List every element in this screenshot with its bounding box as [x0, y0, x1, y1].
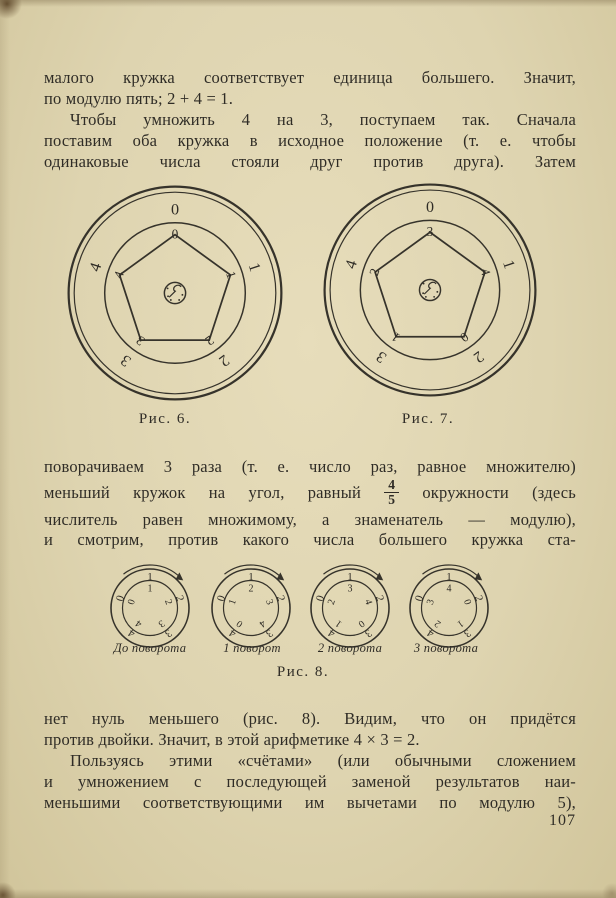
svg-text:0: 0	[125, 598, 138, 607]
svg-text:4: 4	[86, 260, 106, 274]
svg-text:4: 4	[425, 626, 437, 640]
figure-7-wheel	[313, 180, 547, 400]
wheel-label-turn-3: 3 поворота	[413, 641, 479, 655]
text-line: поставим оба кружка в исходное положение (т. е. чтобы	[44, 131, 576, 150]
svg-text:2: 2	[273, 593, 288, 603]
svg-text:3: 3	[426, 223, 434, 239]
outer-rim	[325, 185, 536, 396]
svg-text:1: 1	[147, 583, 153, 595]
svg-text:3: 3	[461, 626, 473, 640]
wheel-label-before: До поворота	[113, 641, 187, 655]
svg-text:0: 0	[355, 617, 367, 630]
center-pin-icon	[419, 279, 440, 300]
svg-text:0: 0	[412, 593, 427, 603]
svg-text:4: 4	[110, 269, 127, 281]
svg-text:3: 3	[117, 350, 135, 370]
text-line: и смотрим, против какого числа большего кружка ста-	[44, 530, 576, 549]
svg-text:1: 1	[248, 571, 254, 583]
inner-ring-digits	[326, 584, 374, 630]
outer-ring-digits	[114, 571, 186, 640]
svg-text:2: 2	[470, 347, 487, 366]
figure-6-caption: Рис. 6.	[138, 411, 192, 427]
fraction-numerator: 4	[388, 476, 396, 492]
svg-text:4: 4	[227, 626, 239, 640]
svg-text:2: 2	[471, 593, 486, 603]
svg-text:0: 0	[170, 201, 180, 219]
svg-text:2: 2	[202, 332, 217, 349]
svg-text:4: 4	[133, 617, 145, 630]
svg-text:2: 2	[248, 583, 254, 595]
text-line: Чтобы умножить 4 на 3, поступаем так. Сначала	[70, 110, 576, 129]
svg-text:3: 3	[133, 332, 148, 349]
fraction-line-pre: меньший кружок на угол, равный	[44, 483, 362, 502]
svg-text:0: 0	[214, 593, 229, 603]
svg-text:0: 0	[461, 598, 474, 607]
svg-text:4: 4	[446, 583, 452, 595]
pentagon	[120, 235, 231, 340]
svg-text:2: 2	[162, 598, 175, 607]
wheel-label-turn-2: 2 поворота	[317, 641, 383, 655]
inner-ring-digits	[126, 584, 174, 630]
svg-text:2: 2	[432, 617, 444, 630]
svg-text:0: 0	[313, 593, 328, 603]
page-number: 107	[549, 812, 576, 829]
fraction-line-post: окружности (здесь	[422, 483, 577, 502]
inner-ring-digits	[111, 226, 240, 348]
fraction-four-fifths	[384, 478, 399, 507]
svg-text:3: 3	[155, 617, 167, 630]
center-pin-icon	[164, 282, 185, 303]
svg-text:4: 4	[326, 626, 338, 640]
svg-text:4: 4	[477, 266, 494, 278]
svg-text:2: 2	[372, 593, 387, 603]
text-line: Пользуясь этими «счётами» (или обычными сложением	[70, 751, 576, 770]
svg-text:1: 1	[223, 269, 240, 281]
svg-text:3: 3	[347, 583, 353, 595]
svg-text:1: 1	[147, 571, 153, 583]
figure-6-wheel	[56, 182, 294, 404]
outer-rim	[69, 187, 282, 400]
outer-ring-digits	[215, 571, 287, 640]
svg-text:0: 0	[234, 617, 246, 630]
text-line: по модулю пять; 2 + 4 = 1.	[44, 89, 234, 108]
svg-text:3: 3	[162, 626, 174, 640]
svg-text:1: 1	[347, 571, 353, 583]
svg-text:2: 2	[366, 266, 383, 278]
fraction-denominator: 5	[384, 492, 399, 507]
text-line: меньшими соответствующими им вычетами по модулю 5),	[44, 793, 576, 812]
svg-text:1: 1	[446, 571, 452, 583]
text-line: малого кружка соответствует единица большего. Значит,	[44, 68, 576, 87]
figure-7-caption: Рис. 7.	[401, 411, 455, 427]
svg-text:3: 3	[373, 347, 390, 366]
svg-text:4: 4	[342, 258, 361, 271]
svg-text:2: 2	[325, 598, 338, 607]
figure-8-caption: Рис. 8.	[276, 664, 330, 680]
text-line: и умножением с последующей заменой результатов наи-	[44, 772, 576, 791]
text-line: против двойки. Значит, в этой арифметике 4 × 3 = 2.	[44, 730, 420, 749]
text-line: числитель равен множимому, а знаменатель — модулю),	[44, 510, 576, 529]
svg-text:1: 1	[333, 617, 345, 630]
text-line: нет нуль меньшего (рис. 8). Видим, что он придётся	[44, 709, 576, 728]
outer-ring-digits	[314, 571, 386, 640]
inner-ring-digits	[366, 224, 494, 346]
text-line-with-fraction	[44, 477, 576, 509]
svg-text:4: 4	[362, 598, 375, 607]
svg-text:3: 3	[424, 598, 437, 607]
svg-text:2: 2	[215, 350, 233, 370]
wheel-label-turn-1: 1 поворот	[223, 641, 281, 655]
svg-text:1: 1	[226, 598, 239, 607]
inner-ring-digits	[227, 584, 275, 630]
text-line: поворачиваем 3 раза (т. е. число раз, равное множителю)	[44, 457, 576, 476]
svg-text:3: 3	[263, 598, 276, 607]
svg-text:1: 1	[454, 617, 466, 630]
svg-text:0: 0	[425, 199, 435, 217]
svg-text:0: 0	[113, 593, 128, 603]
pentagon	[375, 232, 485, 337]
svg-text:0: 0	[171, 226, 179, 242]
svg-text:3: 3	[263, 626, 275, 640]
outer-ring-digits	[413, 571, 485, 640]
svg-text:3: 3	[362, 626, 374, 640]
svg-text:2: 2	[172, 593, 187, 603]
svg-text:0: 0	[457, 329, 472, 346]
text-line: одинаковые числа стояли друг против друга). Затем	[44, 152, 576, 171]
svg-text:1: 1	[499, 258, 518, 271]
svg-text:1: 1	[388, 329, 403, 346]
svg-text:4: 4	[256, 617, 268, 630]
svg-text:4: 4	[126, 626, 138, 640]
svg-text:1: 1	[244, 260, 264, 274]
inner-ring-digits	[425, 584, 473, 630]
